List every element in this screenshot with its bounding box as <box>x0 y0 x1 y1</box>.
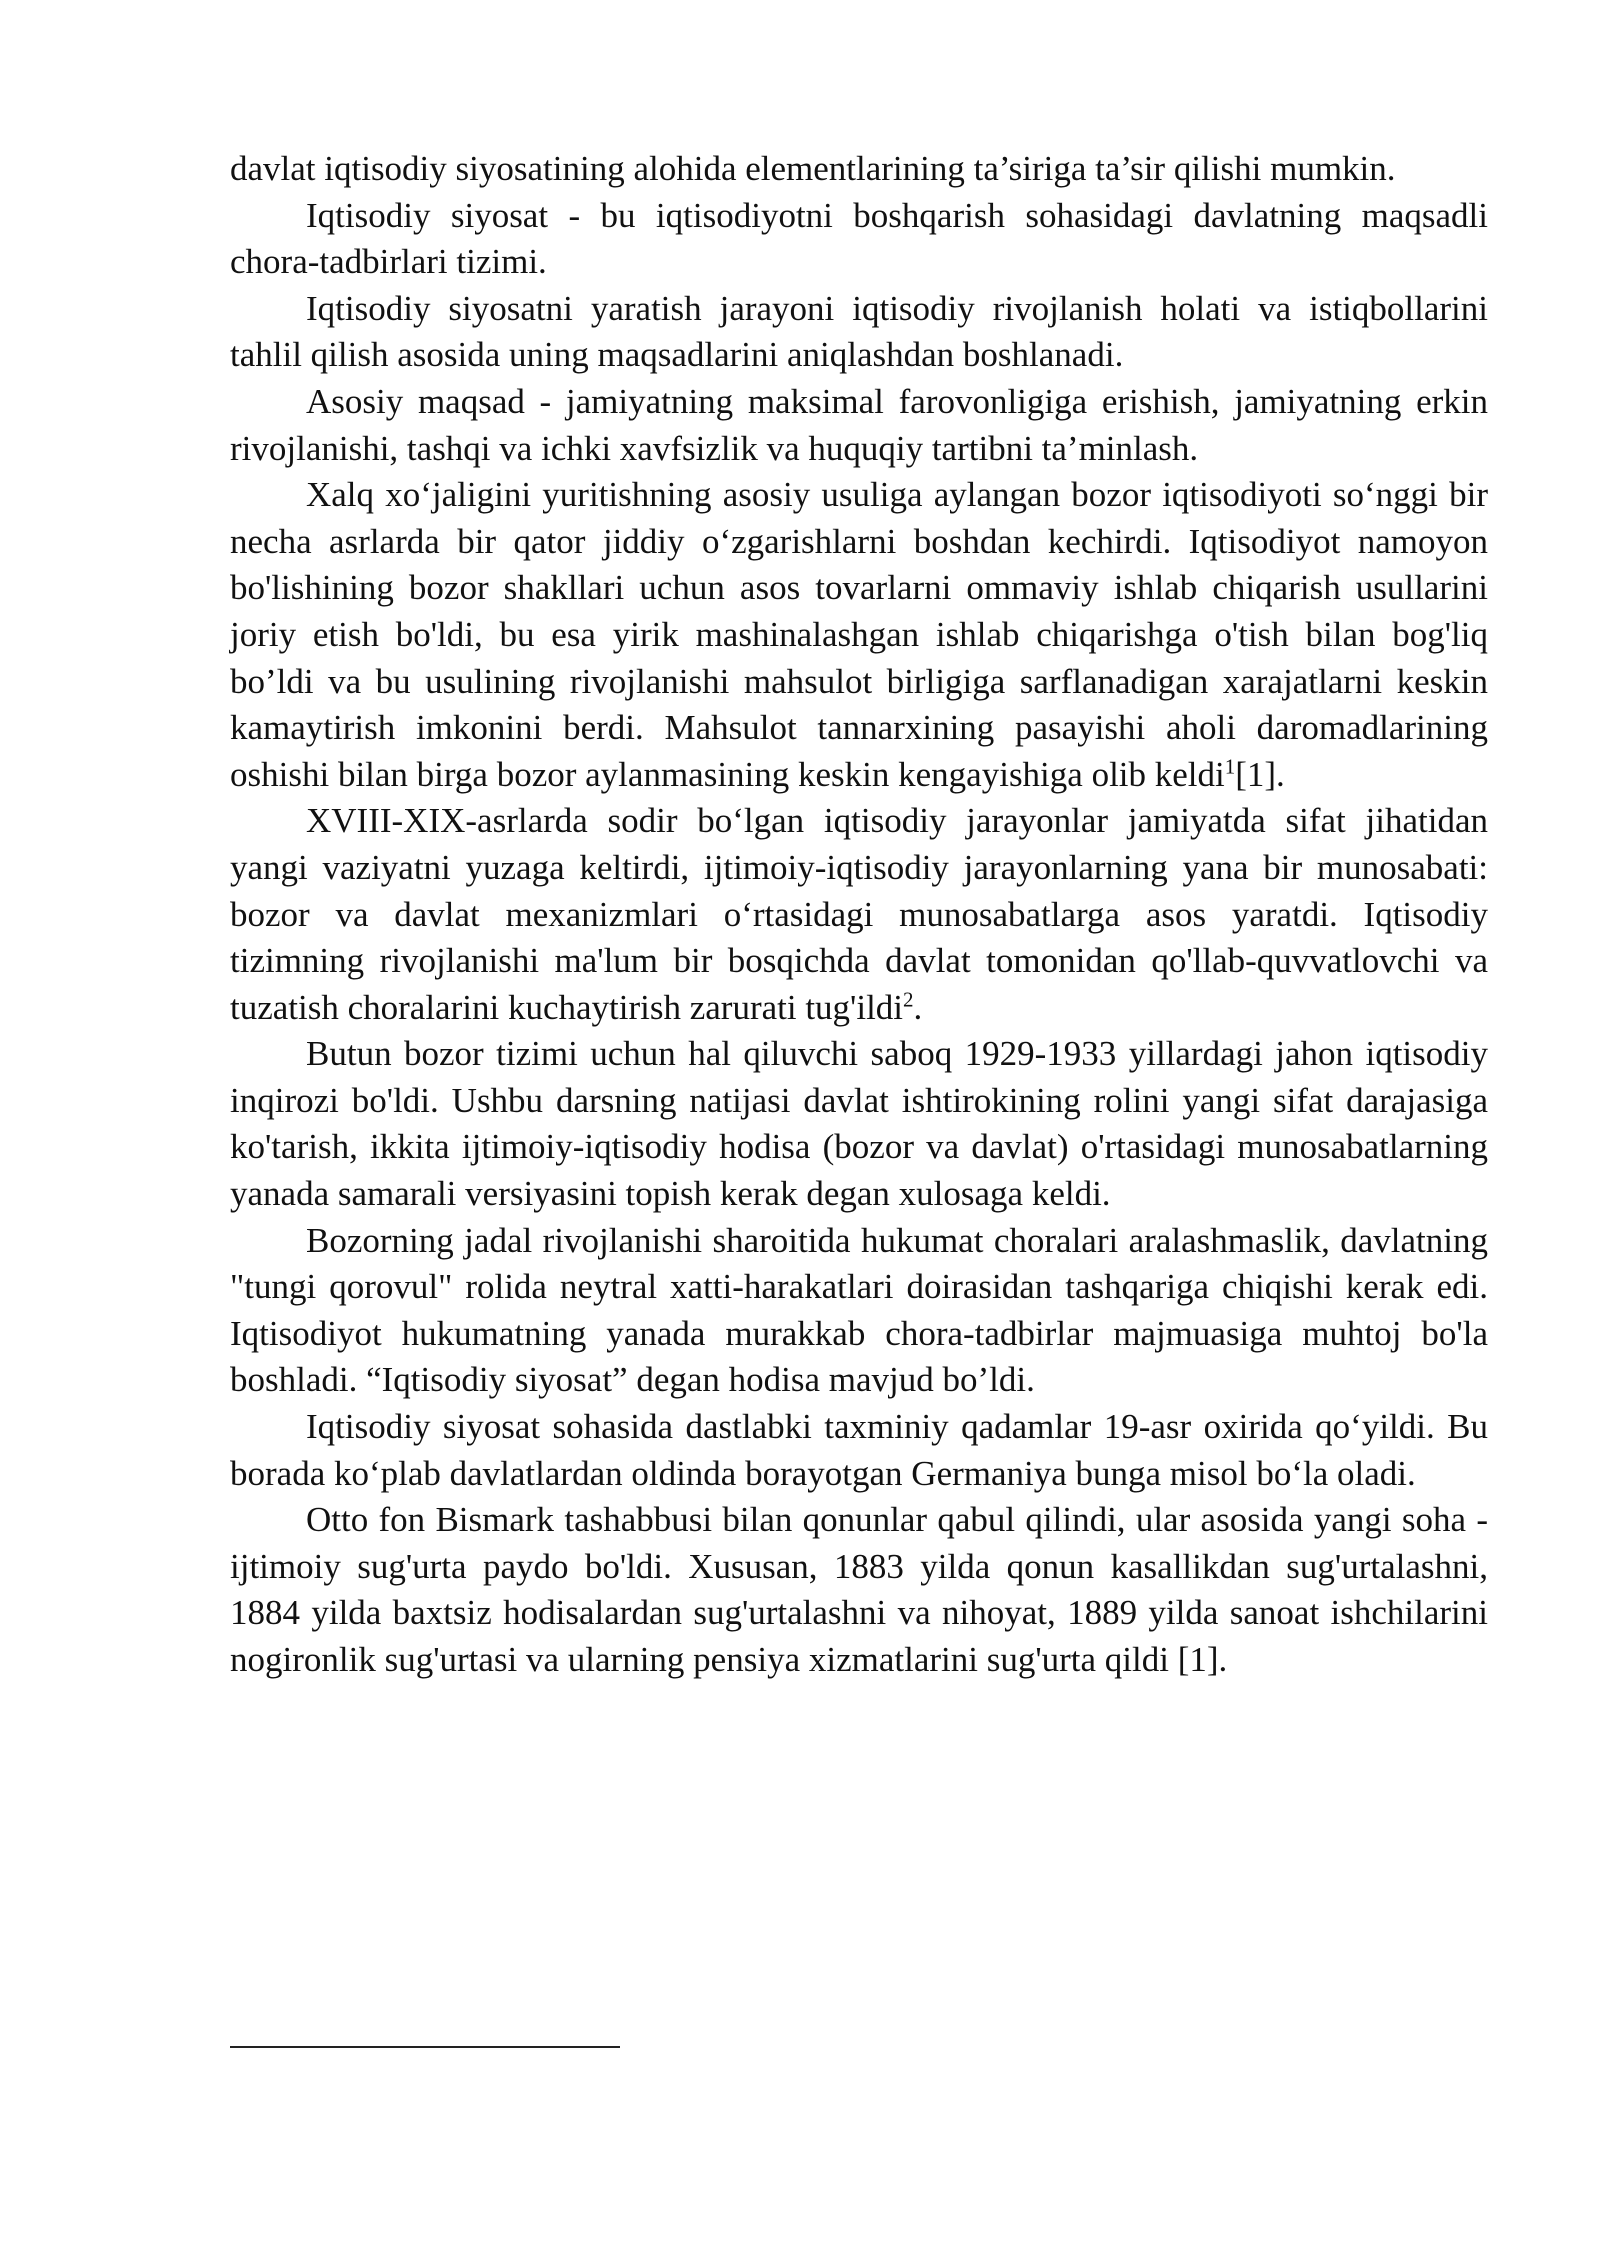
paragraph-text: Bozorning jadal rivojlanishi sharoitida hukumat choralari aralashmaslik, davlatning "tungi qorovul" rolida neytral xatti-harakatlari doirasidan tashqariga chiqishi kerak edi. Iqtisodiyot hukumatning yanada murakkab chora-tadbirlar majmuasiga muhtoj bo'la boshladi. “Iqtisodiy siyosat” degan hodisa mavjud bo’ldi. <box>230 1220 1488 1400</box>
footnote-separator <box>230 2046 620 2048</box>
paragraph-text: Xalq xo‘jaligini yuritishning asosiy usuliga aylangan bozor iqtisodiyoti so‘nggi bir necha asrlarda bir qator jiddiy o‘zgarishlarni boshdan kechirdi. Iqtisodiyot namoyon bo'lishining bozor shakllari uchun asos tovarlarni ommaviy ishlab chiqarish usullarini joriy etish bo'ldi, bu esa yirik mashinalashgan ishlab chiqarishga o'tish bilan bog'liq bo’ldi va bu usulining rivojlanishi mahsulot birligiga sarflanadigan xarajatlarni keskin kamaytirish imkonini berdi. Mahsulot tannarxining pasayishi aholi daromadlarining oshishi bilan birga bozor aylanmasining keskin kengayishiga olib keldi <box>230 475 1488 794</box>
paragraph-text: Asosiy maqsad - jamiyatning maksimal farovonligiga erishish, jamiyatning erkin rivojlanishi, tashqi va ichki xavfsizlik va huquqiy tartibni ta’minlash. <box>230 381 1488 468</box>
paragraph-text: Iqtisodiy siyosat - bu iqtisodiyotni boshqarish sohasidagi davlatning maqsadli chora-tadbirlari tizimi. <box>230 195 1488 282</box>
paragraph <box>230 286 1488 379</box>
footnote-ref-1[interactable]: 1 <box>1224 754 1236 779</box>
paragraph <box>230 472 1488 798</box>
paragraph-text: XVIII-XIX-asrlarda sodir bo‘lgan iqtisodiy jarayonlar jamiyatda sifat jihatidan yangi vaziyatni yuzaga keltirdi, ijtimoiy-iqtisodiy jarayonlarning yana bir munosabati: bozor va davlat mexanizmlari o‘rtasidagi munosabatlarga asos yaratdi. Iqtisodiy tizimning rivojlanishi ma'lum bir bosqichda davlat tomonidan qo'llab-quvvatlovchi va tuzatish choralarini kuchaytirish zarurati tug'ildi <box>230 801 1488 1027</box>
paragraph-text: davlat iqtisodiy siyosatining alohida elementlarining ta’siriga ta’sir qilishi mumkin. <box>230 149 1396 188</box>
footnote-ref-2[interactable]: 2 <box>903 987 914 1012</box>
paragraph <box>230 193 1488 286</box>
paragraph <box>230 1218 1488 1404</box>
paragraph <box>230 1497 1488 1683</box>
paragraph <box>230 1031 1488 1217</box>
citation: [1]. <box>1235 754 1285 794</box>
paragraph <box>230 798 1488 1031</box>
paragraph <box>230 1404 1488 1497</box>
paragraph-text: Butun bozor tizimi uchun hal qiluvchi saboq 1929-1933 yillardagi jahon iqtisodiy inqirozi bo'ldi. Ushbu darsning natijasi davlat ishtirokining rolini yangi sifat darajasiga ko'tarish, ikkita ijtimoiy-iqtisodiy hodisa (bozor va davlat) o'rtasidagi munosabatlarning yanada samarali versiyasini topish kerak degan xulosaga keldi. <box>230 1034 1488 1214</box>
paragraph-text: Iqtisodiy siyosat sohasida dastlabki taxminiy qadamlar 19-asr oxirida qo‘yildi. Bu borada ko‘plab davlatlardan oldinda borayotgan Germaniya bunga misol bo‘la oladi. <box>230 1407 1488 1493</box>
paragraph <box>230 379 1488 472</box>
document-body <box>230 146 1488 1684</box>
paragraph-continuation <box>230 146 1488 193</box>
paragraph-text: Otto fon Bismark tashabbusi bilan qonunlar qabul qilindi, ular asosida yangi soha - ijtimoiy sug'urta paydo bo'ldi. Xususan, 1883 yilda qonun kasallikdan sug'urtalashni, 1884 yilda baxtsiz hodisalardan sug'urtalashni va nihoyat, 1889 yilda sanoat ishchilarini nogironlik sug'urtasi va ularning pensiya xizmatlarini sug'urta qildi [1]. <box>230 1500 1488 1679</box>
paragraph-text: Iqtisodiy siyosatni yaratish jarayoni iqtisodiy rivojlanish holati va istiqbollarini tahlil qilish asosida uning maqsadlarini aniqlashdan boshlanadi. <box>230 288 1488 375</box>
paragraph-end: . <box>913 987 923 1027</box>
